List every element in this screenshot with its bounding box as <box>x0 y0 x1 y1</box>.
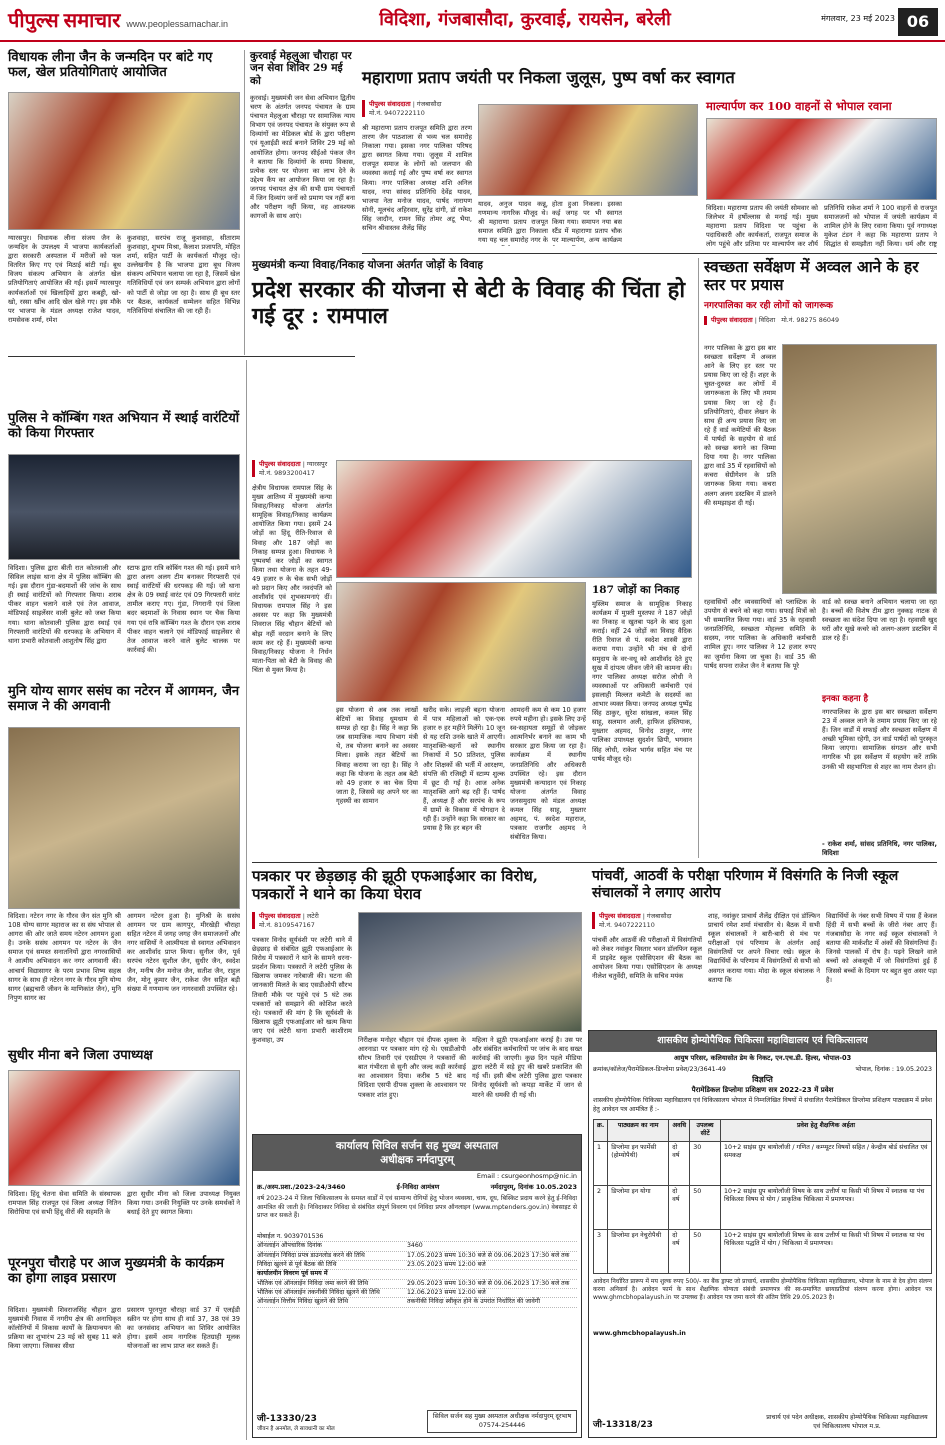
story-byline: पीपुल्स संवाददाता | ग्यारसपुर मो.नं. 9893200417 <box>252 460 332 477</box>
admission-notice-ad <box>588 1030 937 1438</box>
quote-heading: इनका कहना है <box>822 694 869 704</box>
schedule-row: कार्यालयीन विवरण पूर्व समय में <box>257 1270 577 1279</box>
story-headline: पूरनपुरा चौराहे पर आज मुख्यमंत्री के कार्यक्रम का होगा लाइव प्रसारण <box>8 1256 224 1287</box>
table-header: अवधि <box>669 1119 690 1141</box>
ad-email: Email : csurgeonhosmp@nic.in <box>476 1172 577 1181</box>
story-body: प्रसारण पूरनपुरा चौराहा वार्ड 37 में एलईडी स्क्रीन पर होगा साथ ही वार्ड 37, 38 एवं 39 का जनसंवाद अभियान का शिविर आयोजित होगा। इसमें आम नागरिक हितग्राही मूलक योजनाओं का लाभ प्राप्त कर सकते हैं। <box>127 1306 240 1351</box>
story-body: शाह, नवांकुर प्राचार्य शैलेंद्र दीक्षित एवं डॉल्फिन प्राचार्य रमेश शर्मा मंचासीन थे। बैठक में सभी स्कूल संचालकों ने बारी-बारी से मंच पर परीक्षाओं एवं परिणाम के अंतर्गत आई विसंगतियों पर अपने विचार रखे। स्कूल के विद्यार्थियों के परिणाम में विसंगतियों से सभी को अवगत कराया गया। मोदा के स्कूल संचालक ने बताया कि <box>708 912 820 984</box>
ad-reference-row: क्रमांक/कॉलेज/पैरामेडिकल-डिप्लोमा प्रवेश/23/3641-49 भोपाल, दिनांक : 19.05.2023 <box>593 1065 932 1073</box>
schedule-row: निविदा खुलने से पूर्व बैठक की तिथि 23.05.2023 समय 12:00 बजे <box>257 1261 577 1270</box>
story-body: रहवासियों और व्यवसायियों को प्लास्टिक के उपयोग से बचने को कहा गया। सफाई मित्रों को भी सम्मानित किया गया। वार्ड 35 के रहवासी जनप्रतिनिधि, स्वच्छता मोहल्ला समिति के सदस्य, नगर पालिका के अधिकारी कर्मचारी शामिल हुए। नगर पालिका ने 12 हजार रुपए का जुर्माना किया जा चुका है। वार्ड 35 की पार्षद सपना राजेश जैन ने बताया कि पूरे <box>704 598 816 670</box>
story-body: नगर पालिका के द्वारा इस बार स्वच्छता सर्वेक्षण में अव्वल आने के लिए हर स्तर पर प्रयास किए जा रहे हैं। शहर के चुस्त-दुरुस्त कर लोगों में जागरूकता के लिए भी तमाम प्रयास किए जा रहे हैं। प्रतियोगिताएं, दीवार लेखन के साथ ही अन्य प्रयास किए जा रहे हैं वार्ड कमेटियों की बैठक में पार्षदों के सहयोग से वार्ड को स्वच्छ बनाने का जिम्मा दिया गया है। नगर पालिका द्वारा वार्ड 35 में रहवासियों को कचरा सेग्रीगेशन के प्रति जागरूक किया गया। कचरा अलग अलग डस्टबिन में डालने की समझाइश दी गई। <box>704 344 776 507</box>
story-headline: स्वच्छता सर्वेक्षण में अव्वल आने के हर स्तर पर प्रयास <box>704 257 919 295</box>
protest-photo <box>358 912 582 1032</box>
column-divider <box>244 50 245 355</box>
muni-arrival-photo <box>8 727 240 909</box>
column-divider <box>698 258 699 858</box>
story-body: कुरवाई। मुख्यमंत्री जन सेवा अभियान द्वितीय चरण के अंतर्गत जनपद पंचायत के ग्राम पंचायत मेहलुआ चौराहा पर सामाजिक न्याय विभाग एवं जनपद पंचायत के संयुक्त रूप से दिव्यांगों का मेडिकल बोर्ड के द्वारा परीक्षण एवं यूआईडी कार्ड बनाने शिविर 29 मई को आयोजित होगा। जनपद सीईओ पंकज जैन ने बताया कि दिव्यांगों के समग्र विकास, प्रत्येक स्तर पर योजना का लाभ देने के उद्देश्य कैंप का आयोजन किया जा रहा है। जनपद पंचायत क्षेत्र की सभी ग्राम पंचायतों में जिन दिव्यांग जनों को प्रमाण पत्र नहीं बना और परीक्षण नहीं किया, वह आवश्यक कागजों के साथ आएं। <box>250 94 355 221</box>
story-headline: कुरवाई मेहलुआ चौराहा पर जन सेवा शिविर 29 मई को <box>250 50 352 87</box>
table-header: प्रवेश हेतु शैक्षणिक अर्हता <box>720 1119 931 1141</box>
ad-banner: शासकीय होम्योपैथिक चिकित्सा महाविद्यालय एवं चिकित्सालय <box>589 1031 936 1052</box>
column-divider <box>246 360 247 1440</box>
ad-signature: सिविल सर्जन सह मुख्य अस्पताल अधीक्षक नर्मदापुरम् दूरभाष 07574-254446 <box>427 1410 577 1433</box>
ad-code: जी-13318/23 <box>593 1419 653 1430</box>
story-headline: पुलिस ने कॉम्बिंग गश्त अभियान में स्थाई वारंटियों को किया गिरफ्तार <box>8 411 240 442</box>
story-kicker: मुख्यमंत्री कन्या विवाह/निकाह योजना अंतर्गत जोड़ों के विवाह <box>252 259 483 271</box>
schedule-row: भौतिक एवं ऑनलाईन निविदा जमा करने की तिथि 29.05.2023 समय 10:30 बजे से 09.06.2023 17:30 बजे तक <box>257 1280 577 1289</box>
quote-body: नगरपालिका के द्वारा इस बार स्वच्छता सर्वेक्षण 23 में अव्वल लाने के तमाम प्रयास किए जा रहे हैं। जिन वार्डों में सफाई और स्वच्छता सर्वेक्षण में अच्छी भूमिका रहेगी, उन वार्ड पार्षदों को पुरस्कृत किया जाएगा। सामाजिक संगठन और सभी नागरिक भी इस सर्वेक्षण में सहयोग करें ताकि उनकी भी सहभागिता से शहर का नाम रोशन हो। <box>822 708 937 771</box>
masthead <box>0 0 945 42</box>
schedule-row: भौतिक एवं ऑनलाईन तकनीकी निविदा खुलने की तिथि 12.06.2023 समय 12:00 बजे <box>257 1289 577 1298</box>
tribute-photo <box>706 118 937 200</box>
tender-notice-ad <box>252 1134 582 1438</box>
story-body: द्वारा सुधीर मीना को जिला उपाध्यक्ष नियुक्त किया गया। उनकी नियुक्ति पर उनके समर्थकों ने बधाई देते हुए स्वागत किया। <box>127 1190 240 1217</box>
table-header: पाठ्यक्रम का नाम <box>608 1119 669 1141</box>
cheque-distribution-photo <box>336 460 692 578</box>
ad-reference-row: क्र./अस्प.प्रशा./2023-24/3460 ई-निविदा आमंत्रण नर्मदापुरम्, दिनांक 10.05.2023 <box>257 1183 577 1192</box>
ad-body: वर्ष 2023-24 में जिला चिकित्सालय के समस्त वार्डों में एवं सामान्य रोगियों हेतु भोजन व्यवस्था, चाय, दूध, बिस्किट प्रदाय करने हेतु ई-निविदा आमंत्रित की जाती है। निविदाकार निविदा से संबंधित संपूर्ण विवरण एवं निविदा प्रपत्र ऑनलाइन (www.mptenders.gov.in) वेबसाइट से प्राप्त कर सकते हैं। <box>257 1194 577 1220</box>
mass-wedding-photo <box>336 582 586 702</box>
story-body: स्टाफ द्वारा रात्रि कॉबिंग गश्त की गई। इसमें थाने द्वारा अलग अलग टीम बनाकर गिरफ्तारी एवं स्थाई वारंटियों की धरपकड़ की गई। जो थाना क्षेत्र के 09 स्थाई वारंट एवं 09 गिरफ्तारी वारंट तामील कराए गए। गुंडा, निगरानी एवं जिला बदर बदमाशों के निवास स्थान पर चैक किया गया एवं रात्रि कॉम्बिंग गश्त के दौरान एक शराब पीकर वाहन चलाने एवं मॉडिफाई साइलेंसर से तेज आवाज करने वाले बुलेट चालक पर कार्रवाई की। <box>127 564 240 654</box>
story-headline: पत्रकार पर छेड़छाड़ की झूठी एफआईआर का विरोध, पत्रकारों ने थाने का किया घेराव <box>252 867 538 903</box>
course-table <box>589 1117 936 1276</box>
table-row: 1 डिप्लोमा इन फार्मेसी (होम्योपैथी) दो वर्ष 30 10+2 साइंस ग्रुप बायोलॉजी / गणित / कम्प्यूटर विषयों सहित / केन्द्रीय बोर्ड संचालित एवं समकक्ष <box>594 1141 932 1185</box>
story-body: इस योजना से अब तक लाखों बेटियों का विवाह धूमधाम से सम्पन्न हो रहा है। सिंह ने कहा कि जब सामाजिक न्याय विभाग मंत्री थे, तब योजना बनाने का अवसर मिला। इसके तहत बेटियों का विवाह कराया जा रहा है। सिंह ने कहा कि योजना के तहत अब बेटी को 49 हजार रु का चेक दिया जाता है, जिससे वह अपने घर का गृहस्थी का सामान <box>336 706 418 805</box>
section-divider <box>8 356 355 357</box>
story-body: होता हुआ निकला। इसका कई जगह पर भी स्वागत किया गया। समापन नया बस स्टैंड में महाराणा प्रताप चौक पर माल्यार्पण, अन्य कार्यक्रम <box>552 200 622 245</box>
story-body: खरीद सके। लाड़ली बहना योजना में पात्र महिलाओं को एक-एक हजार रु हर महीने मिलेंगे। 10 जून से यह राशि उनके खाते में आएगी। मातृशक्ति-बहनों को स्थानीय निकायों में 50 प्रतिशत, पुलिस और शिक्षकों की भर्ती में आरक्षण, संपत्ति की रजिस्ट्री में स्टाम्प शुल्क में छूट दी गई है। आज अनेक मातृशक्ति आगे बढ़ रही हैं। पार्षद हैं, अध्यक्ष हैं और सरपंच के रूप में ग्रामों के विकास में योगदान दे रही हैं। उन्होंने कहा कि सरकार का प्रयास है कि हर बहन की <box>423 706 505 833</box>
procession-photo <box>478 104 698 196</box>
ad-notice-title: विज्ञप्ति <box>752 1075 773 1085</box>
story-body: पत्रकार विनोद सूर्यवंशी पर लटेरी थाने में छेड़छाड़ से संबंधित झूठी एफआईआर के विरोध में पत्रकारों ने थाने के सामने धरना-प्रदर्शन किया। पत्रकारों ने लटेरी पुलिस के खिलाफ जमकर नारेबाजी की। घटना की जानकारी मिलते के बाद एसडीओपी सौरभ तिवारी मौके पर पहुंचे एवं 5 घंटे तक पत्रकारों को समझाने की कोशिश करते रहे। पत्रकारों की मांग है कि सूर्यवंशी के खिलाफ झूठी एफआईआर को खत्म किया जाए एवं लटेरी थाना प्रभारी काशीराम कुशवाहा, उप <box>252 936 352 1045</box>
story-body: क्षेत्रीय विधायक रामपाल सिंह के मुख्य आतिथ्य में मुख्यमंत्री कन्या विवाह/निकाह योजना अंतर्गत सामूहिक विवाह/निकाह कार्यक्रम आयोजित किया गया। इसमें 24 जोड़ों का हिंदू रीति-रिवाज से विवाह और 187 जोड़ों का निकाह सम्पन्न हुआ। विधायक ने पुष्पवर्षा कर जोड़ों का स्वागत किया तथा योजना के तहत 49-49 हजार रु के चेक सभी जोड़ों को प्रदान किए और नवदंपति को आशीर्वाद एवं शुभकामनाएं दीं। विधायक रामपाल सिंह ने इस अवसर पर कहा कि मुख्यमंत्री शिवराज सिंह चौहान बेटियों को बोझ नहीं वरदान बनाने के लिए काम कर रहे हैं। मुख्यमंत्री कन्या विवाह/निकाह योजना ने निर्धन माता-पिता को बेटी के विवाह की चिंता से मुक्त किया है। <box>252 484 332 674</box>
story-byline: पीपुल्स संवाददाता | गंजबासौदा मो.नं. 9407222110 <box>592 912 702 929</box>
schedule-row: मोबाईल न. 9039701536 <box>257 1233 577 1242</box>
section-divider <box>362 253 937 254</box>
ad-terms: आवेदन निर्धारित प्रारूप में मय शुल्क रुपए 500/- का बैंक ड्राफ्ट जो प्राचार्य, शासकीय होम्योपैथिक चिकित्सा महाविद्यालय, भोपाल के नाम से देय होगा संलग्न करना अनिवार्य है। आवेदन फार्म के साथ शैक्षणिक योग्यता संबंधी प्रमाणपत्र की स्व-प्रमाणित छायाप्रतियां संलग्न करना होगा। आवेदन पत्र www.ghmcbhopalayush.in पर उपलब्ध हैं। आवेदन पत्र जमा करने की अंतिम तिथि 29.05.2023 है। <box>593 1277 932 1302</box>
story-body: आमदनी कम से कम 10 हजार रुपये महीना हो। इसके लिए उन्हें स्व-सहायता समूहों से जोड़कर आत्मनिर्भर बनाने का काम भी सरकार द्वारा किया जा रहा है। कार्यक्रम में स्थानीय जनप्रतिनिधि और अधिकारी उपस्थित रहे। इस दौरान मुख्यमंत्री कन्यादान एवं निकाह योजना अंतर्गत विवाह जनसमुदाय को मंडल अध्यक्ष कमल सिंह साहू, मुख्तार अहमद, पं. स्वदेश महाराज, पत्रकार राजगीर अहमद ने संबोधित किया। <box>510 706 586 842</box>
story-body: श्री महाराणा प्रताप राजपूत समिति द्वारा तरण तारण जैन पाठशाला से भव्य चल समारोह निकाला गया। इसका नगर पालिका परिषद द्वारा स्वागत किया गया। जुलूस में शामिल राजपूत समाज के लोगों को जलपान की व्यवस्था कराई गई और पुष्प वर्षा कर स्वागत किया। नगर पालिका अध्यक्ष शशि अनिल यादव, नपा सांसद प्रतिनिधि देवेंद्र यादव, भाजपा नेता मनोज यादव, पार्षद नारायण सोनी, मूलचंद अहिरवार, सुरेंद्र दांगी, डॉ राकेश सिंह जादौन, रामन सिंह तोमर अटू भैया, सचिन श्रीवास्तव शैलेंद्र सिंह <box>362 124 472 233</box>
page-cities-title: विदिशा, गंजबासौदा, कुरवाई, रायसेन, बरेली <box>379 9 671 30</box>
ad-code: जी-13330/23 जीवन है अनमोल, ले सावधानी का मोल <box>257 1414 335 1432</box>
story-body: विदिशा। मुख्यमंत्री शिवराजसिंह चौहान द्वारा मुख्यमंत्री निवास में नगरीय क्षेत्र की अनाधिकृत कॉलोनियों में विकास कार्यों के क्रियान्वयन की प्रक्रिया का शुभारंभ 23 मई को सुबह 11 बजे किया जाएगा। जिसका सीधा <box>8 1306 121 1351</box>
ad-address: आयुष परिसर, कलियासोत डेम के निकट, एन.एच.डी. हिल्स, भोपाल-03 <box>673 1053 852 1062</box>
story-headline: माल्यार्पण कर 100 वाहनों से भोपाल रवाना <box>706 99 892 113</box>
story-headline: प्रदेश सरकार की योजना से बेटी के विवाह की चिंता हो गई दूर : रामपाल <box>252 277 686 329</box>
issue-date: मंगलवार, 23 मई 2023 <box>821 14 895 23</box>
table-row: 3 डिप्लोमा इन नेचुरोपैथी दो वर्ष 50 10+2 साइंस ग्रुप बायोलॉजी विषय के साथ उत्तीर्ण या किसी भी विषय में स्नातक या पंच चिकित्सा पद्धति में योग / चिकित्सा में प्रमाणपत्र। <box>594 1229 932 1273</box>
story-body: प्रतिनिधि राकेश शर्मा ने 100 वाहनों से राजपूत समाजजनों को भोपाल में जयंती कार्यक्रम में शामिल होने के लिए रवाना किया। पूर्व नगाध्यक्ष मुकेश टंडन ने कहा कि महाराणा प्रताप ने सिद्धांत से समझौता नहीं किया। धर्म और राष्ट्र <box>824 204 937 248</box>
table-header: क्र. <box>594 1119 608 1141</box>
schedule-row: ऑनलाईन निविदा प्रपत्र डाउनलोड करने की तिथि 17.05.2023 समय 10:30 बजे से 09.06.2023 17:30 बजे तक <box>257 1252 577 1261</box>
tender-schedule <box>253 1233 581 1308</box>
story-headline: महाराणा प्रताप जयंती पर निकला जुलूस, पुष्प वर्षा कर स्वागत <box>362 68 735 87</box>
story-body: मुस्लिम समाज के सामूहिक निकाह कार्यक्रम में मुफ़्ती मुस्तफा ने 187 जोड़ों का निकाह व खुतबा पढ़ने के बाद दुआ कराई। वहीं 24 जोड़ों का विवाह वैदिक रीति रिवाज से पं. स्वदेश शास्त्री द्वारा कराया गया। उन्होंने भी मंच से दोनों समुदाय के वर-वधू को आशीर्वाद देते हुए सुख में दांपत्य जीवन जीने की कामना की। नगर पालिका अध्यक्ष सरोज लोधी ने व्यवस्थाओं पर अधिकारी कर्मचारी एवं इसलाही मिल्लत कमेटी के सदस्यों का आभार व्यक्त किया। जनपद अध्यक्ष पुष्पेंद्र सिंह ठाकुर, सुरेश सांखला, कमल सिंह साहू, सलमान अली, हाफिज इस्तियाक, मुख्तार अहमद, विनोद ठाकुर, नगर पालिका उपाध्यक्ष सुदर्शन छिपी, भगवान सिंह लोधी, राकेश भार्गव सहित मंच पर पार्षद मौजूद रहे। <box>592 600 692 763</box>
sudhir-meena-photo <box>8 1070 240 1186</box>
story-body: ग्यारसपुर। विधायक लीना संजय जैन के जन्मदिन के उपलक्ष्य में भाजपा कार्यकर्ताओं द्वारा सरकारी अस्पताल में मरीजों को फल वितरित किए गए एवं मिठाई बांटी गई। बूथ विजय संकल्प अभियान के अंतर्गत खेल प्रतियोगिताएं आयोजित की गईं। इसमें ग्यारसपुर कार्यकर्ताओं एवं खिलाड़ियों द्वारा कबड्डी, खो-खो, रस्सा खींच आदि खेल खेले गए। इस मौके पर भाजपा के मंडल अध्यक्ष राजेश यादव, रामसेवक शर्मा, रमेश <box>8 234 121 324</box>
story-byline: पीपुल्स संवाददाता | लटेरी मो.नं. 8109547167 <box>252 912 352 929</box>
story-body: विद्यार्थियों के नंबर सभी विषय में पास हैं केवल हिंदी में सभी बच्चों के जीरो नंबर आए हैं। गंजबासौदा के नगर कई स्कूल संचालकों ने बताया की मार्कशीट में अंकों की विसंगतियां हैं। जिनसे पालकों में रोष है। पढ़ने लिखने वाले बच्चों को अंकसूची में जो विसंगतियां हुई हैं जिससे बच्चों के दिमाग पर बहुत बुरा असर पड़ा है। <box>826 912 937 984</box>
ad-banner: कार्यालय सिविल सर्जन सह मुख्य अस्पताल अधीक्षक नर्मदापुरम् <box>253 1135 581 1171</box>
story-headline: पांचवीं, आठवीं के परीक्षा परिणाम में विसंगति के निजी स्कूल संचालकों ने लगाए आरोप <box>592 868 899 901</box>
story-body: कुशवाहा, सरपंच राजू कुशवाहा, सीताराम कुशवाहा, शुभम मिश्रा, कैलाश प्रजापति, मोहित शर्मा, सहित पार्टी के कार्यकर्ता मौजूद रहे। उल्लेखनीय है कि भाजपा द्वारा बूथ विजय संकल्प अभियान चलाया जा रहा है, जिसमें खेल गतिविधियों एवं जन सम्पर्क अभियान द्वारा लोगों को पार्टी से जोड़ा जा रहा है। साथ ही बूथ स्तर पर बैठक, कार्यकर्ता सम्मेलन सहित विभिन्न गतिविधियां संचालित की जा रही हैं। <box>127 234 240 315</box>
newspaper-logo: पीपुल्स समाचार www.peoplessamachar.in <box>8 10 228 32</box>
story-body: आगमन नटेरन हुआ है। मुनिश्री के ससंघ आगमन पर ग्राम कागपुर, मीरखेड़ी चौराहा सहित नटेरन में जगह जगह जैन समाजजनों और नगर वासियों ने आत्मीयता से स्वागत अभिवादन कर आशीर्वाद प्राप्त किया। सुनील जैन, पूर्व सरपंच नटेरन सुशील जैन, सुधीर जैन, स्वदेश जैन, मनीष जैन मनोज जैन, सतीश जैन, राहुल जैन, मोनू कुमार जैन, राकेश जैन सहित बड़ी संख्या में गणमान्य जन नागरवासी उपस्थित रहे। <box>127 912 240 993</box>
story-body: पांचवीं और आठवीं की परीक्षाओं में विसंगतियों को लेकर नवांकुर विस्तार भवन डॉलफिन स्कूल में प्राइवेट स्कूल एसोसिएशन की बैठक का आयोजन किया गया। एसोसिएशन के अध्यक्ष नीलेश चतुर्वेदी, समिति के सचिव मयंक <box>592 936 702 981</box>
ad-website-link[interactable]: www.ghmcbhopalayush.in <box>593 1329 686 1337</box>
story-body: विदिशा। हिंदू चेतना सेवा समिति के संस्थापक रामपाल सिंह राजपूत एवं जिला अध्यक्ष नितिन सिरोधिया एवं सभी हिंदू वीरों की सहमति के <box>8 1190 121 1217</box>
quote-attribution: - राकेश शर्मा, सांसद प्रतिनिधि, नगर पालिका, विदिशा <box>822 840 937 856</box>
table-row: 2 डिप्लोमा इन योगा दो वर्ष 50 10+2 साइंस ग्रुप बायोलॉजी विषय के साथ उत्तीर्ण या किसी भी विषय में स्नातक या पंच चिकित्सा विषय से योग / प्राकृतिक चिकित्सा में प्रमाणपत्र। <box>594 1185 932 1229</box>
schedule-row: ऑनलाईन वित्तीय निविदा खुलने की तिथि तकनीकी निविदा स्वीकृत होने के उपरांत निर्धारित की जावेगी <box>257 1298 577 1307</box>
story-body: विदिशा। महाराणा प्रताप की जयंती सोमवार को जिलेभर में हर्षोल्लास से मनाई गई। मुख्य महाराणा प्रताप विदिशा पर पहुंचा के पदाधिकारी और कार्यकर्ता, राजपूत समाज के लोग पहुंचे और प्रतिमा पर माल्यार्पण कर शौर्य <box>706 204 818 248</box>
story-body: निरीक्षक मनोहर चौहान एवं दीपक शुक्ला के आरनाडा पर पत्रकार मांग रहे थे। एसडीओपी सौरभ तिवारी एवं एसडीएम ने पत्रकारों की बात गंभीरता से सुनी और जल्द कड़ी कार्रवाई का आश्वासन दिया। करीब 5 घंटे बाद विदिशा एसपी दीपक शुक्ला के आश्वासन पर पत्रकार शांत हुए। <box>358 1036 466 1099</box>
story-headline: सुधीर मीना बने जिला उपाध्यक्ष <box>8 1048 153 1063</box>
story-body: महिला ने झूठी एफआईआर कराई है। उस पर और संबंधित कर्मचारियों पर जांच के बाद सख्त कार्रवाई की जाएगी। कुछ दिन पहले मीडिया द्वारा लटेरी में सड़े हुए की खबरें प्रकाशित की गई थीं। इसी बीच लटेरी पुलिस द्वारा पत्रकार विनोद सूर्यवंशी को कपड़ा मार्केट में जान से मारने की धमकी दी गई थी। <box>472 1036 582 1099</box>
story-subheadline: नगरपालिका कर रही लोगों को जागरूक <box>704 301 833 311</box>
ad-signature: प्राचार्य एवं पदेन अधीक्षक, शासकीय होम्योपैथिक चिकित्सा महाविद्यालय एवं चिकित्सालय भोपाल म.प्र. <box>766 1414 928 1430</box>
page-number: 06 <box>898 8 938 36</box>
sidebar-story-headline: 187 जोड़ों का निकाह <box>592 584 680 596</box>
story-headline: मुनि योग्य सागर ससंघ का नटेरन में आगमन, जैन समाज ने की अगवानी <box>8 684 240 715</box>
story-headline: विधायक लीना जैन के जन्मदिन पर बांटे गए फल, खेल प्रतियोगिताएं आयोजित <box>8 50 213 81</box>
ad-intro: शासकीय होम्योपैथिक चिकित्सा महाविद्यालय एवं चिकित्सालय भोपाल में निम्नलिखित विषयों में संचालित पैरामेडिकल डिप्लोमा प्रशिक्षण पाठ्यक्रम में प्रवेश हेतु आवेदन पत्र आमंत्रित हैं :- <box>593 1097 932 1113</box>
story-body: विदिशा। पुलिस द्वारा बीती रात कोतवाली और सिविल लाइंस थाना क्षेत्र में पुलिस कॉम्बिंग की गई। इस दौरान गुंडा-बदमाशों की जांच के साथ ही स्थाई वारंटियों को गिरफ्तार किया। शराब पीकर वाहन चलाने वाले एवं तेज आवाज, मॉडिफाई साइलेंसर वाली बुलेट को जब्त किया गया। थाना कोतवाली पुलिस द्वारा स्थाई एवं गिरफ्तारी वारंटियों की धरपकड़ के अभियान में थाना प्रभारी कोतवाली आशुतोष सिंह द्वारा <box>8 564 121 645</box>
story-body: वार्ड को स्वच्छ बनाने अभियान चलाया जा रहा है। बच्चों की विशेष टीम द्वारा नुक्कड़ नाटक से स्वच्छता का संदेश दिया जा रहा है। रहवासी खुद घरों और सूखे कचरे को अलग-अलग डस्टबिन में डाल रहे हैं। <box>822 598 937 643</box>
story-body: यादव, अनुज यादव कन्नू, गणमान्य नागरिक मौजूद थे। श्री महाराणा प्रताप राजपूत समाज समिति द्वारा निकाला गया यह चल समारोह नगर के <box>478 200 548 245</box>
story-byline: पीपुल्स संवाददाता | गंजबासौदा मो.नं. 9407222110 <box>362 100 472 117</box>
table-header: उपलब्ध सीटें <box>690 1119 721 1141</box>
birthday-event-photo <box>8 92 240 230</box>
schedule-row: ऑनलाईन औपचारिक दिनांक 3460 <box>257 1242 577 1251</box>
ad-notice-subtitle: पैरामेडिकल डिप्लोमा प्रशिक्षण सत्र 2022-23 में प्रवेश <box>691 1086 834 1094</box>
wall-painting-photo <box>782 344 937 594</box>
section-divider <box>252 862 937 863</box>
police-combing-photo <box>8 454 240 560</box>
story-byline: पीपुल्स संवाददाता | विदिशा मो.नं. 98275 86049 <box>704 316 937 325</box>
website-url: www.peoplessamachar.in <box>126 19 228 29</box>
story-body: विदिशा। नटेरन नगर के गौरव जैन संत मुनि श्री 108 योग्य सागर महाराज का स संघ भोपाल से आगरा की ओर जाते समय नटेरन आगमन हुआ है। उनके ससंघ आगमन पर नटेरन के जैन समाज एवं समस्त सनातनियों द्वारा नगरवासियों ने आत्मीय अभिवादन कर नगर आगवानी की। आचार्य विद्यासागर के परम प्रभाव शिष्य सहस्र सागर के साथ ही नटेरन नगर के गौरव मुनि योग्य सागर (ब्रह्मचारी जीवन के माणिकांत जैन), मुनि निपुण सागर का <box>8 912 121 1002</box>
